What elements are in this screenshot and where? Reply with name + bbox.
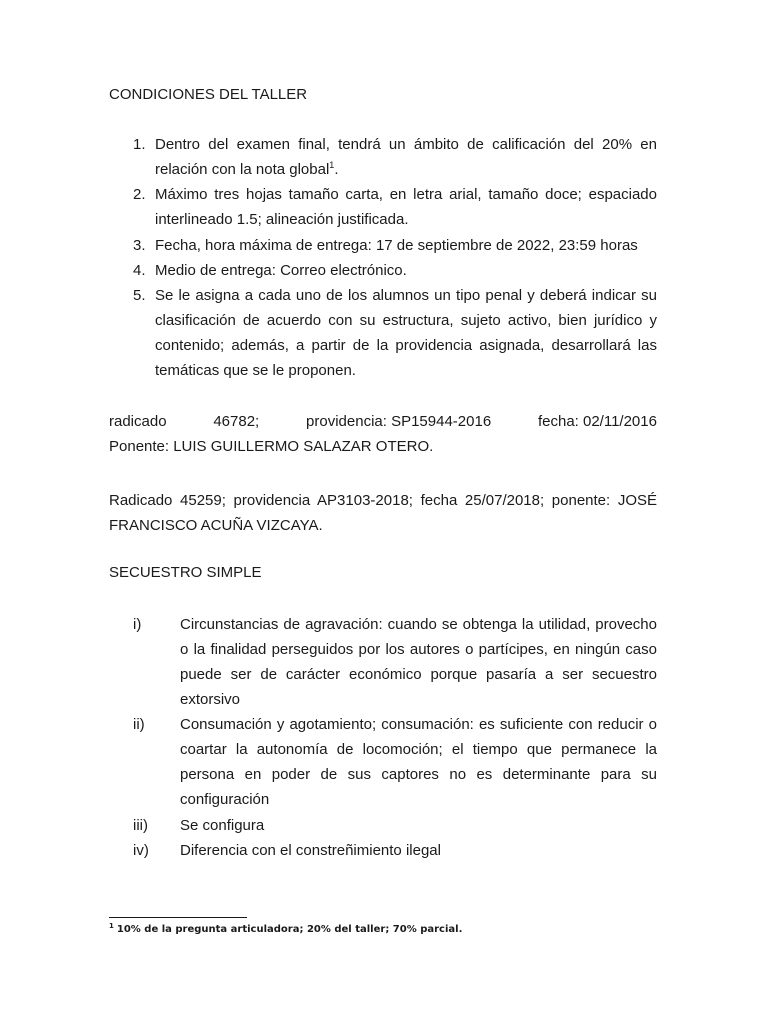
- list-number: iv): [133, 842, 149, 859]
- list-number: ii): [133, 716, 145, 733]
- footnote-marker: 1: [109, 921, 114, 930]
- list-number: 2.: [133, 186, 146, 203]
- page-title: CONDICIONES DEL TALLER: [109, 86, 308, 103]
- list-item: [109, 182, 657, 233]
- list-item: [109, 233, 657, 258]
- footnote-reference: 1: [329, 160, 335, 170]
- list-item: [109, 283, 657, 383]
- list-item-text: Diferencia con el constreñimiento ilegal: [180, 842, 441, 859]
- case-reference-1: [109, 409, 657, 459]
- footnote-text: 10% de la pregunta articuladora; 20% del taller; 70% parcial.: [116, 924, 463, 935]
- list-item-text-tail: .: [334, 161, 339, 178]
- case-reference-part: fecha: 02/11/2016: [537, 413, 657, 430]
- list-number: 4.: [133, 262, 146, 279]
- list-item-text: Dentro del examen final, tendrá un ámbito de calificación del 20% en relación con la nota global: [155, 136, 657, 178]
- list-item: [109, 132, 657, 182]
- list-item-text: Se le asigna a cada uno de los alumnos un tipo penal y deberá indicar su clasificación de acuerdo con su estructura, sujeto activo, bien jurídico y contenido; además, a partir de la providencia asignada, desarrollará las temáticas que se le proponen.: [155, 287, 657, 379]
- conditions-list: [109, 132, 657, 383]
- list-number: iii): [133, 817, 148, 834]
- list-item-text: Se configura: [180, 817, 265, 834]
- case-reference-ponente: Ponente: LUIS GUILLERMO SALAZAR OTERO.: [109, 438, 434, 455]
- list-item: [109, 258, 657, 283]
- list-item-text: Máximo tres hojas tamaño carta, en letra arial, tamaño doce; espaciado interlineado 1.5; alineación justificada.: [155, 186, 657, 228]
- section-title: SECUESTRO SIMPLE: [109, 564, 262, 581]
- case-reference-part: 46782;: [213, 413, 260, 430]
- footnote: [109, 923, 462, 937]
- case-reference-part: radicado: [109, 413, 167, 430]
- list-item: [109, 838, 657, 863]
- list-item: [109, 712, 657, 813]
- list-number: 3.: [133, 237, 146, 254]
- case-reference-part: providencia: SP15944-2016: [306, 413, 492, 430]
- list-number: 1.: [133, 136, 146, 153]
- case-reference-line: [109, 409, 657, 434]
- list-item: [109, 813, 657, 838]
- list-item-text: Fecha, hora máxima de entrega: 17 de septiembre de 2022, 23:59 horas: [155, 237, 638, 254]
- case-reference-2: Radicado 45259; providencia AP3103-2018; fecha 25/07/2018; ponente: JOSÉ FRANCISCO ACUÑA VIZCAYA.: [109, 492, 657, 534]
- footnote-separator: [109, 917, 247, 918]
- list-item-text: Consumación y agotamiento; consumación: es suficiente con reducir o coartar la autonomía de locomoción; el tiempo que permanece la persona en poder de sus captores no es determinante para su configuración: [180, 716, 657, 808]
- list-item: [109, 612, 657, 712]
- list-number: i): [133, 616, 142, 633]
- list-item-text: Circunstancias de agravación: cuando se obtenga la utilidad, provecho o la finalidad perseguidos por los autores o partícipes, en ningún caso puede ser de carácter económico porque pasaría a ser secuestro extorsivo: [180, 616, 657, 708]
- topics-list: [109, 612, 657, 863]
- list-number: 5.: [133, 287, 146, 304]
- list-item-text: Medio de entrega: Correo electrónico.: [155, 262, 407, 279]
